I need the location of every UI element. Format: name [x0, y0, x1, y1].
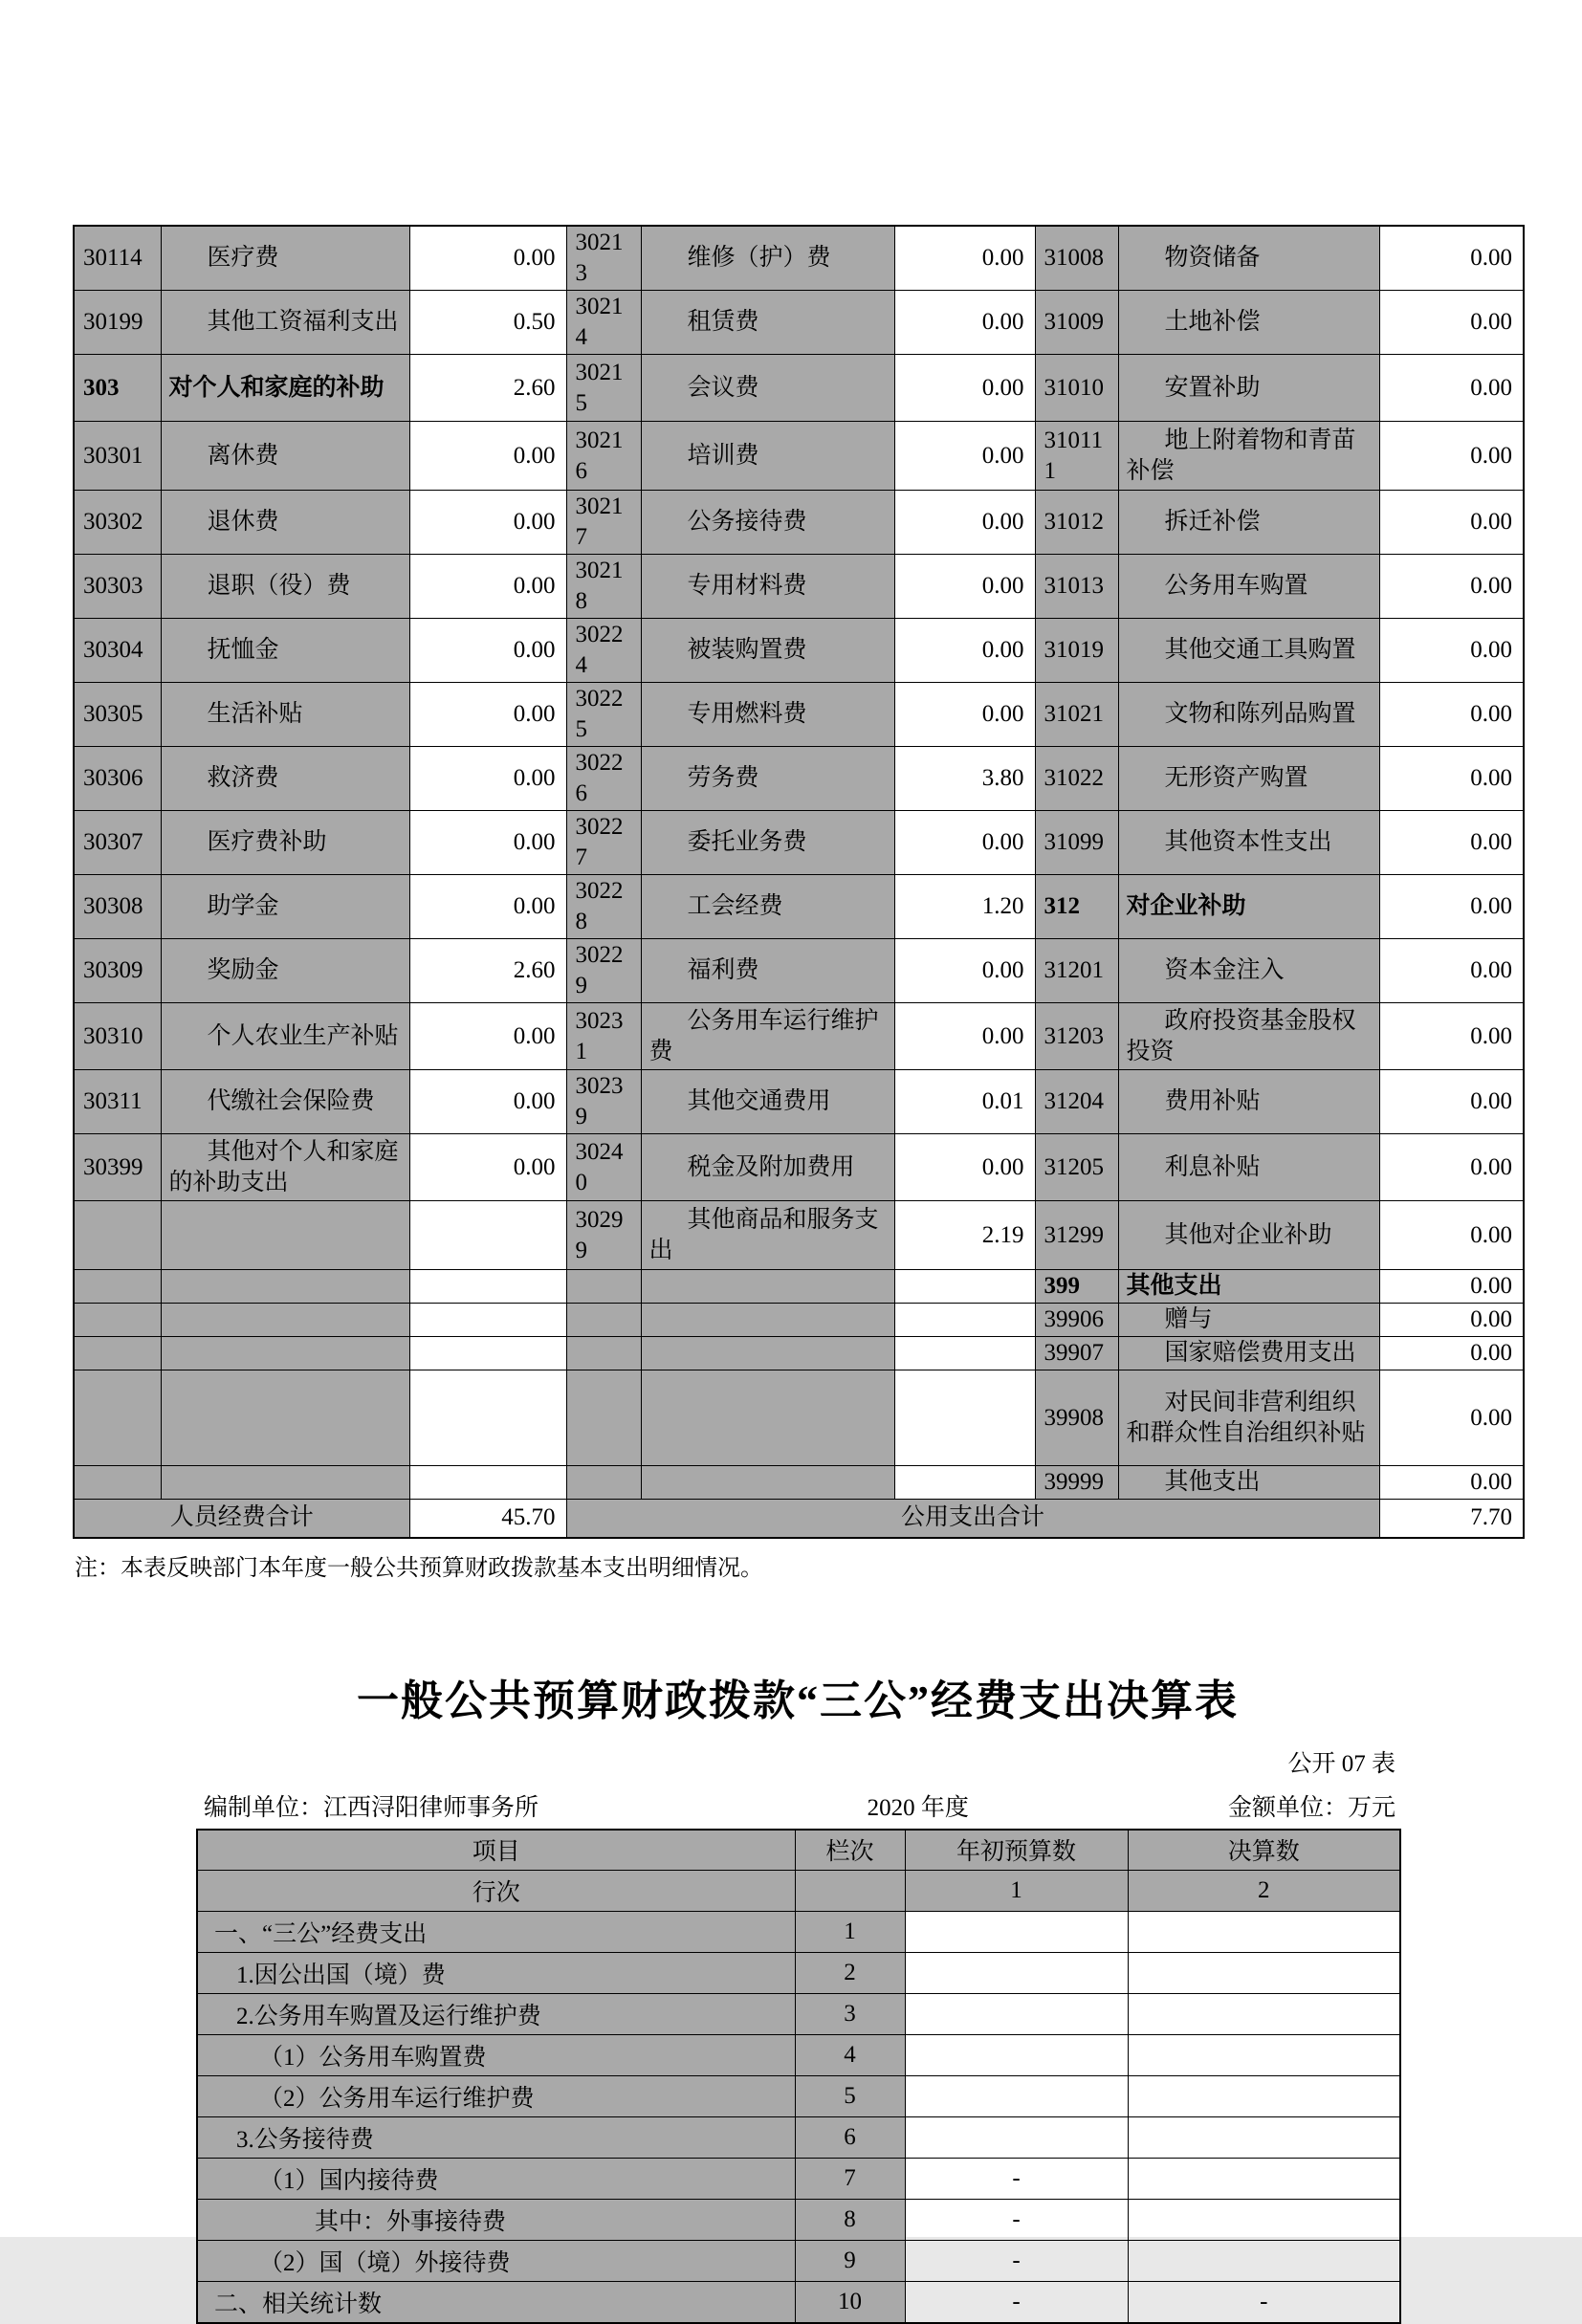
item-value-cell: 0.00	[1379, 555, 1524, 619]
item-code-cell: 30311	[74, 1070, 161, 1134]
item-code-cell: 31021	[1035, 683, 1118, 747]
item-name-cell	[161, 1270, 409, 1304]
table1-row	[74, 226, 1524, 291]
item-value-cell: 0.00	[409, 683, 566, 747]
table1-row	[74, 1337, 1524, 1370]
table2-row	[197, 1953, 1400, 1994]
table2-row	[197, 2200, 1400, 2241]
item-code-cell	[566, 1337, 641, 1370]
item-name-cell: 助学金	[161, 875, 409, 939]
item-value-cell: 0.00	[1379, 1337, 1524, 1370]
header-item: 项目	[197, 1830, 795, 1871]
table2-row	[197, 2159, 1400, 2200]
table2-row	[197, 1994, 1400, 2035]
personnel-total-label: 人员经费合计	[74, 1500, 409, 1538]
item-value-cell: 0.00	[894, 555, 1035, 619]
item-name-cell: 公务接待费	[641, 491, 894, 555]
item-value-cell: 0.00	[894, 291, 1035, 355]
item-value-cell: 2.60	[409, 939, 566, 1003]
initial-budget-cell: -	[905, 2241, 1128, 2282]
line-no-cell: 1	[795, 1912, 905, 1953]
item-value-cell	[894, 1337, 1035, 1370]
item-value-cell: 0.00	[894, 811, 1035, 875]
item-code-cell: 30306	[74, 747, 161, 811]
item-label-cell: （1）公务用车购置费	[197, 2035, 795, 2076]
line-no-cell: 5	[795, 2076, 905, 2117]
item-code-cell: 31010	[1035, 355, 1118, 422]
header-initial-budget: 年初预算数	[905, 1830, 1128, 1871]
item-value-cell	[409, 1201, 566, 1270]
item-code-cell	[74, 1270, 161, 1304]
line-no-cell: 10	[795, 2282, 905, 2323]
item-code-cell: 30309	[74, 939, 161, 1003]
item-code-cell: 31203	[1035, 1003, 1118, 1070]
table2-row	[197, 2035, 1400, 2076]
public-total-value: 7.70	[1379, 1500, 1524, 1538]
table1-row	[74, 1270, 1524, 1304]
table1-row	[74, 811, 1524, 875]
item-value-cell: 0.00	[894, 683, 1035, 747]
item-name-cell	[161, 1370, 409, 1466]
sangong-table-block	[196, 1666, 1399, 2324]
prepared-by-label: 编制单位：江西浔阳律师事务所	[204, 1794, 539, 1821]
item-code-cell	[566, 1370, 641, 1466]
item-value-cell: 0.00	[1379, 683, 1524, 747]
item-code-cell: 30301	[74, 422, 161, 491]
item-code-cell: 312	[1035, 875, 1118, 939]
item-name-cell: 其他对企业补助	[1118, 1201, 1379, 1270]
item-name-cell: 专用燃料费	[641, 683, 894, 747]
item-code-cell: 30299	[566, 1201, 641, 1270]
table2-info-row	[196, 1788, 1399, 1823]
fiscal-year-label: 2020 年度	[867, 1794, 969, 1821]
table1-row	[74, 422, 1524, 491]
item-name-cell: 福利费	[641, 939, 894, 1003]
item-value-cell: 0.00	[1379, 619, 1524, 683]
table1-row	[74, 1201, 1524, 1270]
line-no-cell: 7	[795, 2159, 905, 2200]
item-value-cell: 0.00	[409, 1070, 566, 1134]
line-no-cell: 8	[795, 2200, 905, 2241]
item-value-cell: 0.00	[1379, 1466, 1524, 1500]
item-name-cell: 劳务费	[641, 747, 894, 811]
item-value-cell: 0.00	[409, 811, 566, 875]
item-value-cell: 0.00	[409, 1134, 566, 1201]
initial-budget-cell: -	[905, 2282, 1128, 2323]
item-code-cell: 31019	[1035, 619, 1118, 683]
table1-row	[74, 875, 1524, 939]
table2-row	[197, 2076, 1400, 2117]
table1-totals-row	[74, 1500, 1524, 1538]
line-no-cell: 9	[795, 2241, 905, 2282]
table1-row	[74, 291, 1524, 355]
item-name-cell: 退职（役）费	[161, 555, 409, 619]
table2-row	[197, 1912, 1400, 1953]
item-code-cell: 31099	[1035, 811, 1118, 875]
item-value-cell	[409, 1337, 566, 1370]
item-name-cell: 租赁费	[641, 291, 894, 355]
item-name-cell: 奖励金	[161, 939, 409, 1003]
item-value-cell: 0.00	[409, 619, 566, 683]
item-value-cell: 1.20	[894, 875, 1035, 939]
item-name-cell: 专用材料费	[641, 555, 894, 619]
table1-row	[74, 1134, 1524, 1201]
item-name-cell: 退休费	[161, 491, 409, 555]
item-code-cell: 39999	[1035, 1466, 1118, 1500]
item-name-cell: 文物和陈列品购置	[1118, 683, 1379, 747]
item-name-cell: 无形资产购置	[1118, 747, 1379, 811]
item-name-cell: 其他资本性支出	[1118, 811, 1379, 875]
item-name-cell	[641, 1370, 894, 1466]
budget-col-index: 1	[905, 1871, 1128, 1912]
item-code-cell: 30305	[74, 683, 161, 747]
item-name-cell: 国家赔偿费用支出	[1118, 1337, 1379, 1370]
item-code-cell	[566, 1270, 641, 1304]
item-code-cell: 30217	[566, 491, 641, 555]
item-name-cell: 医疗费补助	[161, 811, 409, 875]
initial-budget-cell	[905, 1953, 1128, 1994]
line-no-cell: 4	[795, 2035, 905, 2076]
table1-row	[74, 555, 1524, 619]
table2-row	[197, 2241, 1400, 2282]
line-no-blank-cell	[795, 1871, 905, 1912]
sangong-expenditure-table	[196, 1829, 1401, 2324]
table1-row	[74, 355, 1524, 422]
item-value-cell: 0.00	[1379, 422, 1524, 491]
table1-row	[74, 491, 1524, 555]
item-name-cell: 公务用车购置	[1118, 555, 1379, 619]
item-value-cell: 0.00	[894, 355, 1035, 422]
item-name-cell: 其他对个人和家庭的补助支出	[161, 1134, 409, 1201]
item-value-cell: 0.00	[894, 1134, 1035, 1201]
item-code-cell	[74, 1466, 161, 1500]
item-name-cell: 安置补助	[1118, 355, 1379, 422]
item-name-cell: 政府投资基金股权投资	[1118, 1003, 1379, 1070]
item-value-cell: 0.00	[894, 939, 1035, 1003]
item-label-cell: 1.因公出国（境）费	[197, 1953, 795, 1994]
item-name-cell: 赠与	[1118, 1304, 1379, 1337]
item-code-cell: 30304	[74, 619, 161, 683]
initial-budget-cell: -	[905, 2200, 1128, 2241]
header-column-no: 栏次	[795, 1830, 905, 1871]
item-name-cell: 生活补贴	[161, 683, 409, 747]
table2-subheader-row	[197, 1871, 1400, 1912]
line-no-cell: 6	[795, 2117, 905, 2159]
initial-budget-cell	[905, 1994, 1128, 2035]
personnel-total-value: 45.70	[409, 1500, 566, 1538]
item-value-cell: 2.19	[894, 1201, 1035, 1270]
item-code-cell: 30302	[74, 491, 161, 555]
item-code-cell: 30218	[566, 555, 641, 619]
item-code-cell: 31013	[1035, 555, 1118, 619]
item-name-cell	[641, 1466, 894, 1500]
final-amount-cell: -	[1128, 2282, 1400, 2323]
final-amount-cell	[1128, 2159, 1400, 2200]
final-amount-cell	[1128, 2035, 1400, 2076]
item-value-cell: 0.01	[894, 1070, 1035, 1134]
table1-row	[74, 1070, 1524, 1134]
item-value-cell	[894, 1370, 1035, 1466]
item-code-cell: 30224	[566, 619, 641, 683]
item-value-cell: 0.00	[409, 1003, 566, 1070]
item-value-cell	[409, 1370, 566, 1466]
item-value-cell: 0.00	[1379, 747, 1524, 811]
final-amount-cell	[1128, 1953, 1400, 1994]
item-name-cell: 对个人和家庭的补助	[161, 355, 409, 422]
item-name-cell: 其他商品和服务支出	[641, 1201, 894, 1270]
item-code-cell	[566, 1304, 641, 1337]
item-value-cell: 0.00	[1379, 1134, 1524, 1201]
item-value-cell: 0.00	[409, 875, 566, 939]
table1-row	[74, 939, 1524, 1003]
item-name-cell: 维修（护）费	[641, 226, 894, 291]
item-code-cell: 303	[74, 355, 161, 422]
item-value-cell: 0.00	[1379, 1304, 1524, 1337]
item-code-cell: 30199	[74, 291, 161, 355]
item-value-cell: 0.00	[1379, 875, 1524, 939]
initial-budget-cell	[905, 1912, 1128, 1953]
item-code-cell	[74, 1304, 161, 1337]
item-code-cell: 399	[1035, 1270, 1118, 1304]
item-value-cell: 0.00	[1379, 355, 1524, 422]
item-value-cell: 0.00	[1379, 226, 1524, 291]
item-name-cell	[641, 1304, 894, 1337]
item-value-cell: 0.00	[894, 491, 1035, 555]
public-total-label: 公用支出合计	[566, 1500, 1379, 1538]
item-code-cell: 31008	[1035, 226, 1118, 291]
item-label-cell: （2）国（境）外接待费	[197, 2241, 795, 2282]
item-code-cell: 30114	[74, 226, 161, 291]
item-value-cell: 0.00	[1379, 1070, 1524, 1134]
item-name-cell	[161, 1337, 409, 1370]
item-code-cell	[74, 1370, 161, 1466]
item-value-cell	[894, 1304, 1035, 1337]
item-value-cell: 0.00	[894, 1003, 1035, 1070]
item-name-cell: 其他工资福利支出	[161, 291, 409, 355]
item-code-cell	[566, 1466, 641, 1500]
item-value-cell: 0.00	[894, 619, 1035, 683]
item-code-cell: 30214	[566, 291, 641, 355]
item-code-cell: 30399	[74, 1134, 161, 1201]
item-value-cell	[409, 1270, 566, 1304]
item-value-cell: 0.00	[1379, 1003, 1524, 1070]
item-name-cell: 工会经费	[641, 875, 894, 939]
item-name-cell: 代缴社会保险费	[161, 1070, 409, 1134]
item-name-cell: 委托业务费	[641, 811, 894, 875]
item-code-cell: 31201	[1035, 939, 1118, 1003]
item-code-cell: 30303	[74, 555, 161, 619]
item-code-cell: 30231	[566, 1003, 641, 1070]
item-code-cell: 31205	[1035, 1134, 1118, 1201]
item-code-cell: 30308	[74, 875, 161, 939]
item-code-cell: 39907	[1035, 1337, 1118, 1370]
item-value-cell	[894, 1270, 1035, 1304]
item-name-cell: 对民间非营利组织和群众性自治组织补贴	[1118, 1370, 1379, 1466]
item-value-cell	[894, 1466, 1035, 1500]
item-label-cell: 3.公务接待费	[197, 2117, 795, 2159]
item-code-cell: 30227	[566, 811, 641, 875]
item-name-cell	[161, 1466, 409, 1500]
item-value-cell: 0.50	[409, 291, 566, 355]
item-code-cell: 30239	[566, 1070, 641, 1134]
final-amount-cell	[1128, 1912, 1400, 1953]
item-name-cell: 抚恤金	[161, 619, 409, 683]
item-name-cell: 地上附着物和青苗补偿	[1118, 422, 1379, 491]
item-code-cell: 310111	[1035, 422, 1118, 491]
item-code-cell: 30216	[566, 422, 641, 491]
item-code-cell: 30215	[566, 355, 641, 422]
item-name-cell: 其他交通工具购置	[1118, 619, 1379, 683]
line-no-cell: 3	[795, 1994, 905, 2035]
item-code-cell: 31022	[1035, 747, 1118, 811]
item-name-cell	[641, 1337, 894, 1370]
final-amount-cell	[1128, 1994, 1400, 2035]
table1-row	[74, 1003, 1524, 1070]
item-name-cell: 物资储备	[1118, 226, 1379, 291]
table2-title: 一般公共预算财政拨款“三公”经费支出决算表	[357, 1677, 1239, 1724]
item-name-cell	[161, 1304, 409, 1337]
item-value-cell: 0.00	[1379, 939, 1524, 1003]
header-final-amount: 决算数	[1128, 1830, 1400, 1871]
item-code-cell: 39906	[1035, 1304, 1118, 1337]
item-value-cell: 0.00	[1379, 1270, 1524, 1304]
item-code-cell	[74, 1337, 161, 1370]
item-value-cell: 0.00	[1379, 811, 1524, 875]
item-code-cell: 30240	[566, 1134, 641, 1201]
item-name-cell: 个人农业生产补贴	[161, 1003, 409, 1070]
item-value-cell: 0.00	[409, 555, 566, 619]
item-name-cell: 培训费	[641, 422, 894, 491]
table1-row	[74, 1466, 1524, 1500]
table1-note: 注：本表反映部门本年度一般公共预算财政拨款基本支出明细情况。	[75, 1555, 763, 1581]
item-name-cell: 其他交通费用	[641, 1070, 894, 1134]
item-code-cell	[74, 1201, 161, 1270]
item-label-cell: 2.公务用车购置及运行维护费	[197, 1994, 795, 2035]
table2-row	[197, 2282, 1400, 2323]
item-name-cell: 利息补贴	[1118, 1134, 1379, 1201]
line-no-label: 行次	[197, 1871, 795, 1912]
item-code-cell: 30226	[566, 747, 641, 811]
item-name-cell: 会议费	[641, 355, 894, 422]
item-code-cell: 31012	[1035, 491, 1118, 555]
item-value-cell: 3.80	[894, 747, 1035, 811]
item-value-cell: 0.00	[409, 491, 566, 555]
item-code-cell: 31009	[1035, 291, 1118, 355]
item-value-cell	[409, 1304, 566, 1337]
table2-sheet-tag: 公开 07 表	[1287, 1750, 1395, 1777]
item-label-cell: 一、“三公”经费支出	[197, 1912, 795, 1953]
item-code-cell: 30225	[566, 683, 641, 747]
item-code-cell: 30229	[566, 939, 641, 1003]
item-name-cell: 拆迁补偿	[1118, 491, 1379, 555]
table1-row	[74, 683, 1524, 747]
initial-budget-cell	[905, 2076, 1128, 2117]
item-code-cell: 30228	[566, 875, 641, 939]
item-name-cell: 被装购置费	[641, 619, 894, 683]
item-name-cell: 公务用车运行维护费	[641, 1003, 894, 1070]
item-code-cell: 31299	[1035, 1201, 1118, 1270]
table1-row	[74, 1370, 1524, 1466]
initial-budget-cell	[905, 2117, 1128, 2159]
item-name-cell: 土地补偿	[1118, 291, 1379, 355]
item-name-cell	[641, 1270, 894, 1304]
item-code-cell: 30213	[566, 226, 641, 291]
item-name-cell: 资本金注入	[1118, 939, 1379, 1003]
table1-row	[74, 619, 1524, 683]
item-name-cell: 其他支出	[1118, 1270, 1379, 1304]
final-amount-cell	[1128, 2241, 1400, 2282]
item-name-cell: 离休费	[161, 422, 409, 491]
item-value-cell: 0.00	[1379, 291, 1524, 355]
final-col-index: 2	[1128, 1871, 1400, 1912]
item-value-cell	[409, 1466, 566, 1500]
amount-unit-label: 金额单位：万元	[1227, 1794, 1395, 1821]
item-code-cell: 39908	[1035, 1370, 1118, 1466]
item-value-cell: 2.60	[409, 355, 566, 422]
item-code-cell: 30307	[74, 811, 161, 875]
item-name-cell: 对企业补助	[1118, 875, 1379, 939]
line-no-cell: 2	[795, 1953, 905, 1994]
item-value-cell: 0.00	[1379, 491, 1524, 555]
item-label-cell: （2）公务用车运行维护费	[197, 2076, 795, 2117]
item-label-cell: （1）国内接待费	[197, 2159, 795, 2200]
item-code-cell: 30310	[74, 1003, 161, 1070]
initial-budget-cell: -	[905, 2159, 1128, 2200]
item-value-cell: 0.00	[894, 422, 1035, 491]
item-label-cell: 其中：外事接待费	[197, 2200, 795, 2241]
final-amount-cell	[1128, 2117, 1400, 2159]
item-code-cell: 31204	[1035, 1070, 1118, 1134]
table2-header-row	[197, 1830, 1400, 1871]
item-name-cell: 费用补贴	[1118, 1070, 1379, 1134]
basic-expenditure-detail-table	[73, 225, 1525, 1539]
table1-row	[74, 747, 1524, 811]
item-value-cell: 0.00	[409, 226, 566, 291]
item-name-cell: 医疗费	[161, 226, 409, 291]
item-label-cell: 二、相关统计数	[197, 2282, 795, 2323]
item-value-cell: 0.00	[1379, 1370, 1524, 1466]
item-name-cell: 其他支出	[1118, 1466, 1379, 1500]
final-amount-cell	[1128, 2200, 1400, 2241]
item-name-cell	[161, 1201, 409, 1270]
item-name-cell: 税金及附加费用	[641, 1134, 894, 1201]
item-value-cell: 0.00	[409, 747, 566, 811]
item-name-cell: 救济费	[161, 747, 409, 811]
table2-row	[197, 2117, 1400, 2159]
item-value-cell: 0.00	[894, 226, 1035, 291]
item-value-cell: 0.00	[1379, 1201, 1524, 1270]
item-value-cell: 0.00	[409, 422, 566, 491]
initial-budget-cell	[905, 2035, 1128, 2076]
table1-row	[74, 1304, 1524, 1337]
final-amount-cell	[1128, 2076, 1400, 2117]
